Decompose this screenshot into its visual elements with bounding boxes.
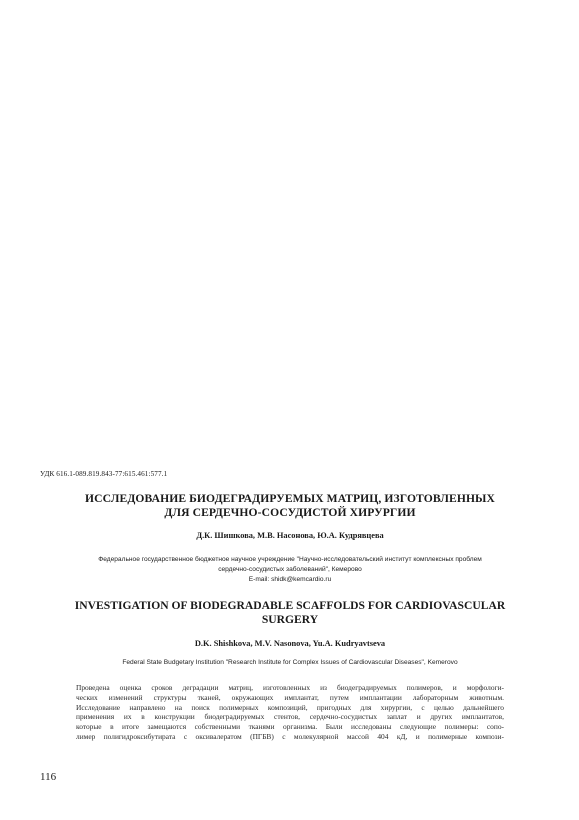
- title-russian: [40, 492, 540, 520]
- email-line: E-mail: shidk@kemcardio.ru: [248, 576, 332, 583]
- affiliation-english: Federal State Budgetary Institution "Research Institute for Complex Issues of Cardiovascular Diseases", Kemerovo: [122, 659, 458, 666]
- affiliation-russian: [40, 555, 540, 585]
- abstract-line: Исследование направлено на поиск полимерных композиций, пригодных для хирургии, с целью дальнейшего: [76, 702, 504, 712]
- abstract-line: Проведена оценка сроков деградации матриц, изготовленных из биодеградируемых полимеров, и морфологи-: [76, 683, 504, 692]
- abstract-line: которые в итоге замещаются собственными тканями организма. Были исследованы следующие полимеры: сопо-: [76, 722, 504, 732]
- title-en-line-2: SURGERY: [261, 613, 319, 626]
- abstract: [76, 683, 504, 742]
- abstract-line: применения их в конструкции биодеградируемых стентов, сердечно-сосудистых заплат и других имплантатов,: [76, 712, 504, 722]
- title-ru-line-2: ДЛЯ СЕРДЕЧНО-СОСУДИСТОЙ ХИРУРГИИ: [164, 506, 416, 519]
- title-ru-line-1: ИССЛЕДОВАНИЕ БИОДЕГРАДИРУЕМЫХ МАТРИЦ, ИЗГОТОВЛЕННЫХ: [84, 492, 496, 505]
- affiliation-ru-line-2: сердечно-сосудистых заболеваний", Кемерово: [218, 566, 362, 573]
- abstract-line: ческих изменений структуры тканей, окружающих имплантат, путем имплантации лабораторным животным.: [76, 692, 504, 702]
- title-english: [40, 599, 540, 627]
- affiliation-ru-line-1: Федеральное государственное бюджетное научное учреждение "Научно-исследовательский институт комплексных проблем: [98, 556, 482, 563]
- title-en-line-1: INVESTIGATION OF BIODEGRADABLE SCAFFOLDS FOR CARDIOVASCULAR: [74, 599, 506, 612]
- authors-english: D.K. Shishkova, M.V. Nasonova, Yu.A. Kudryavtseva: [194, 639, 386, 648]
- abstract-line: лимер полигидроксибутирата с оксивалератом (ПГБВ) с молекулярной массой 404 кД, и полимерные компози-: [76, 731, 504, 741]
- authors-russian: Д.К. Шишкова, М.В. Насонова, Ю.А. Кудрявцева: [196, 531, 384, 540]
- udk-code: УДК 616.1-089.819.843-77:615.461:577.1: [40, 470, 168, 478]
- page-number: 116: [40, 771, 57, 783]
